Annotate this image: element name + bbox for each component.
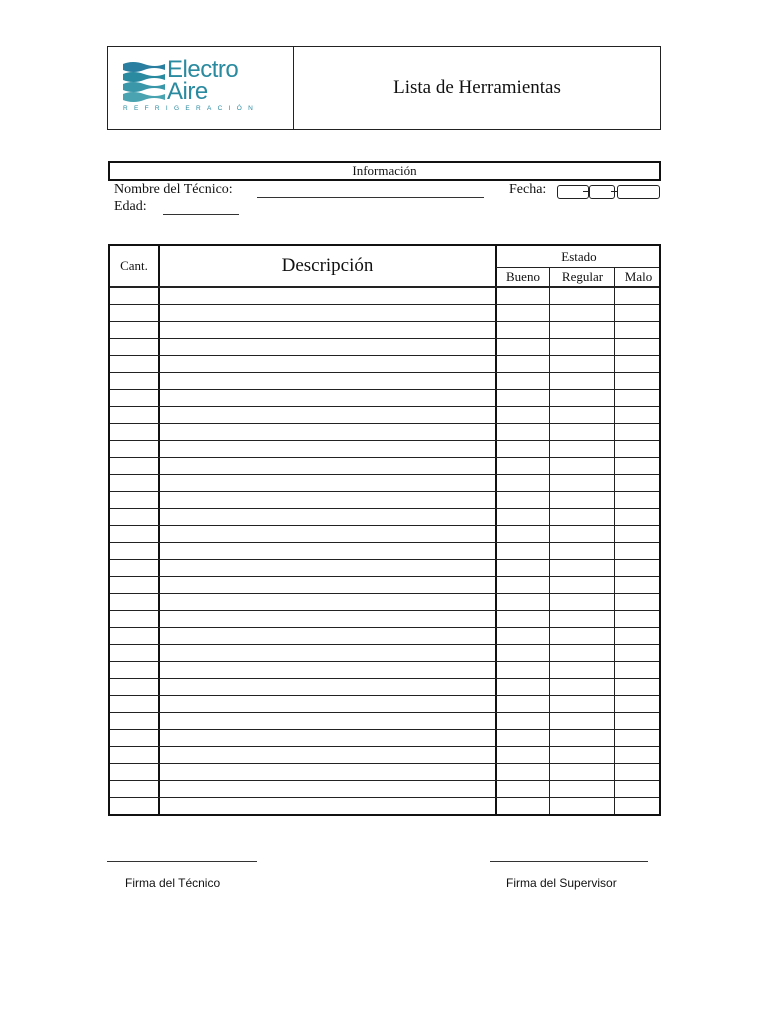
malo-cell[interactable] [615,287,661,304]
info-heading: Información [108,161,661,181]
malo-cell[interactable] [615,423,661,440]
bueno-cell[interactable] [497,389,549,406]
bueno-cell[interactable] [497,797,549,814]
logo-subtitle: REFRIGERACIÓN [123,105,260,112]
descripcion-cell[interactable] [159,304,495,321]
malo-cell[interactable] [615,491,661,508]
regular-cell[interactable] [550,508,614,525]
regular-cell[interactable] [550,389,614,406]
bueno-cell[interactable] [497,763,549,780]
regular-cell[interactable] [550,525,614,542]
descripcion-cell[interactable] [159,287,495,304]
regular-cell[interactable] [550,678,614,695]
cant-cell[interactable] [110,593,158,610]
malo-cell[interactable] [615,440,661,457]
bueno-cell[interactable] [497,661,549,678]
bueno-cell[interactable] [497,338,549,355]
descripcion-cell[interactable] [159,321,495,338]
table-row [110,576,659,593]
descripcion-cell[interactable] [159,355,495,372]
descripcion-cell[interactable] [159,440,495,457]
regular-cell[interactable] [550,406,614,423]
regular-cell[interactable] [550,576,614,593]
cant-cell[interactable] [110,712,158,729]
regular-cell[interactable] [550,355,614,372]
cant-cell[interactable] [110,321,158,338]
table-row [110,763,659,780]
bueno-cell[interactable] [497,593,549,610]
bueno-cell[interactable] [497,627,549,644]
bueno-cell[interactable] [497,678,549,695]
malo-cell[interactable] [615,389,661,406]
bueno-cell[interactable] [497,508,549,525]
descripcion-cell[interactable] [159,491,495,508]
bueno-cell[interactable] [497,559,549,576]
table-row [110,644,659,661]
descripcion-cell[interactable] [159,423,495,440]
regular-cell[interactable] [550,695,614,712]
table-row [110,729,659,746]
header-descripcion: Descripción [281,255,374,276]
cant-cell[interactable] [110,508,158,525]
descripcion-cell[interactable] [159,695,495,712]
estado-divider [496,267,659,268]
bueno-cell[interactable] [497,287,549,304]
fecha-label: Fecha: [509,182,547,197]
cant-cell[interactable] [110,542,158,559]
descripcion-cell[interactable] [159,763,495,780]
malo-cell[interactable] [615,593,661,610]
tools-table [108,244,661,816]
malo-cell[interactable] [615,576,661,593]
bueno-cell[interactable] [497,525,549,542]
supervisor-signature-label: Firma del Supervisor [506,876,617,890]
descripcion-cell[interactable] [159,338,495,355]
descripcion-cell[interactable] [159,559,495,576]
cant-cell[interactable] [110,797,158,814]
cant-cell[interactable] [110,695,158,712]
document-header [107,46,661,130]
table-row [110,338,659,355]
table-row [110,525,659,542]
table-row [110,678,659,695]
cant-cell[interactable] [110,610,158,627]
edad-field[interactable] [163,214,239,215]
malo-cell[interactable] [615,695,661,712]
malo-cell[interactable] [615,338,661,355]
regular-cell[interactable] [550,661,614,678]
malo-cell[interactable] [615,457,661,474]
regular-cell[interactable] [550,763,614,780]
table-row [110,661,659,678]
regular-cell[interactable] [550,746,614,763]
table-row [110,712,659,729]
regular-cell[interactable] [550,780,614,797]
bueno-cell[interactable] [497,304,549,321]
cant-cell[interactable] [110,644,158,661]
regular-cell[interactable] [550,627,614,644]
table-row [110,593,659,610]
cant-cell[interactable] [110,678,158,695]
malo-cell[interactable] [615,797,661,814]
descripcion-cell[interactable] [159,661,495,678]
malo-cell[interactable] [615,746,661,763]
malo-cell[interactable] [615,661,661,678]
malo-cell[interactable] [615,559,661,576]
header-cant: Cant. [120,258,148,273]
regular-cell[interactable] [550,457,614,474]
cant-cell[interactable] [110,287,158,304]
bueno-cell[interactable] [497,457,549,474]
table-row [110,797,659,814]
descripcion-cell[interactable] [159,389,495,406]
fecha-year-box[interactable] [617,185,660,199]
regular-cell[interactable] [550,797,614,814]
table-row [110,406,659,423]
cant-cell[interactable] [110,661,158,678]
header-regular: Regular [561,269,604,284]
table-row [110,559,659,576]
cant-cell[interactable] [110,491,158,508]
bueno-cell[interactable] [497,355,549,372]
fecha-day-box[interactable] [557,185,589,199]
table-row [110,610,659,627]
header-estado: Estado [561,249,597,264]
table-row [110,372,659,389]
descripcion-cell[interactable] [159,678,495,695]
regular-cell[interactable] [550,542,614,559]
malo-cell[interactable] [615,508,661,525]
descripcion-cell[interactable] [159,457,495,474]
tecnico-signature-label: Firma del Técnico [125,876,221,890]
malo-cell[interactable] [615,525,661,542]
table-row [110,491,659,508]
table-row [110,746,659,763]
regular-cell[interactable] [550,372,614,389]
table-row [110,508,659,525]
tecnico-name-field[interactable] [257,197,484,198]
bueno-cell[interactable] [497,440,549,457]
table-row [110,355,659,372]
malo-cell[interactable] [615,610,661,627]
table-row [110,542,659,559]
regular-cell[interactable] [550,593,614,610]
header-bueno: Bueno [506,269,540,284]
regular-cell[interactable] [550,729,614,746]
malo-cell[interactable] [615,372,661,389]
logo-text-electro: Electro [167,56,239,83]
regular-cell[interactable] [550,712,614,729]
bueno-cell[interactable] [497,542,549,559]
cant-cell[interactable] [110,389,158,406]
malo-cell[interactable] [615,355,661,372]
cant-cell[interactable] [110,355,158,372]
cant-cell[interactable] [110,423,158,440]
regular-cell[interactable] [550,321,614,338]
document-title: Lista de Herramientas [393,77,561,98]
descripcion-cell[interactable] [159,712,495,729]
cant-cell[interactable] [110,576,158,593]
table-row [110,304,659,321]
regular-cell[interactable] [550,644,614,661]
regular-cell[interactable] [550,423,614,440]
descripcion-cell[interactable] [159,542,495,559]
table-row [110,780,659,797]
logo-text-aire: Aire [167,78,208,105]
cant-cell[interactable] [110,780,158,797]
table-row [110,474,659,491]
cant-cell[interactable] [110,304,158,321]
bueno-cell[interactable] [497,712,549,729]
cant-cell[interactable] [110,440,158,457]
malo-cell[interactable] [615,729,661,746]
malo-cell[interactable] [615,474,661,491]
descripcion-cell[interactable] [159,525,495,542]
waves-icon [123,60,165,104]
descripcion-cell[interactable] [159,780,495,797]
descripcion-cell[interactable] [159,593,495,610]
malo-cell[interactable] [615,763,661,780]
table-row [110,287,659,304]
bueno-cell[interactable] [497,474,549,491]
bueno-cell[interactable] [497,746,549,763]
descripcion-cell[interactable] [159,644,495,661]
table-row [110,321,659,338]
descripcion-cell[interactable] [159,372,495,389]
bueno-cell[interactable] [497,372,549,389]
bueno-cell[interactable] [497,729,549,746]
bueno-cell[interactable] [497,406,549,423]
regular-cell[interactable] [550,304,614,321]
malo-cell[interactable] [615,712,661,729]
regular-cell[interactable] [550,440,614,457]
cant-cell[interactable] [110,729,158,746]
malo-cell[interactable] [615,321,661,338]
table-row [110,389,659,406]
descripcion-cell[interactable] [159,474,495,491]
tecnico-label: Nombre del Técnico: [114,182,233,197]
bueno-cell[interactable] [497,576,549,593]
table-row [110,423,659,440]
bueno-cell[interactable] [497,695,549,712]
descripcion-cell[interactable] [159,627,495,644]
regular-cell[interactable] [550,491,614,508]
descripcion-cell[interactable] [159,746,495,763]
descripcion-cell[interactable] [159,508,495,525]
descripcion-cell[interactable] [159,406,495,423]
cant-cell[interactable] [110,525,158,542]
malo-cell[interactable] [615,542,661,559]
edad-label: Edad: [114,199,147,214]
cant-cell[interactable] [110,763,158,780]
bueno-cell[interactable] [497,780,549,797]
malo-cell[interactable] [615,304,661,321]
descripcion-cell[interactable] [159,797,495,814]
company-logo [108,47,294,129]
supervisor-signature-line[interactable] [490,861,648,862]
cant-cell[interactable] [110,559,158,576]
bueno-cell[interactable] [497,610,549,627]
cant-cell[interactable] [110,474,158,491]
table-row [110,457,659,474]
regular-cell[interactable] [550,338,614,355]
descripcion-cell[interactable] [159,576,495,593]
header-malo: Malo [624,269,653,284]
regular-cell[interactable] [550,559,614,576]
descripcion-cell[interactable] [159,729,495,746]
malo-cell[interactable] [615,780,661,797]
cant-cell[interactable] [110,627,158,644]
cant-cell[interactable] [110,746,158,763]
descripcion-cell[interactable] [159,610,495,627]
cant-cell[interactable] [110,406,158,423]
tecnico-signature-line[interactable] [107,861,257,862]
cant-cell[interactable] [110,338,158,355]
cant-cell[interactable] [110,457,158,474]
cant-cell[interactable] [110,372,158,389]
bueno-cell[interactable] [497,423,549,440]
table-row [110,627,659,644]
regular-cell[interactable] [550,474,614,491]
fecha-month-box[interactable] [589,185,615,199]
regular-cell[interactable] [550,610,614,627]
malo-cell[interactable] [615,627,661,644]
bueno-cell[interactable] [497,321,549,338]
malo-cell[interactable] [615,406,661,423]
regular-cell[interactable] [550,287,614,304]
bueno-cell[interactable] [497,644,549,661]
bueno-cell[interactable] [497,491,549,508]
table-row [110,695,659,712]
malo-cell[interactable] [615,678,661,695]
malo-cell[interactable] [615,644,661,661]
table-row [110,440,659,457]
